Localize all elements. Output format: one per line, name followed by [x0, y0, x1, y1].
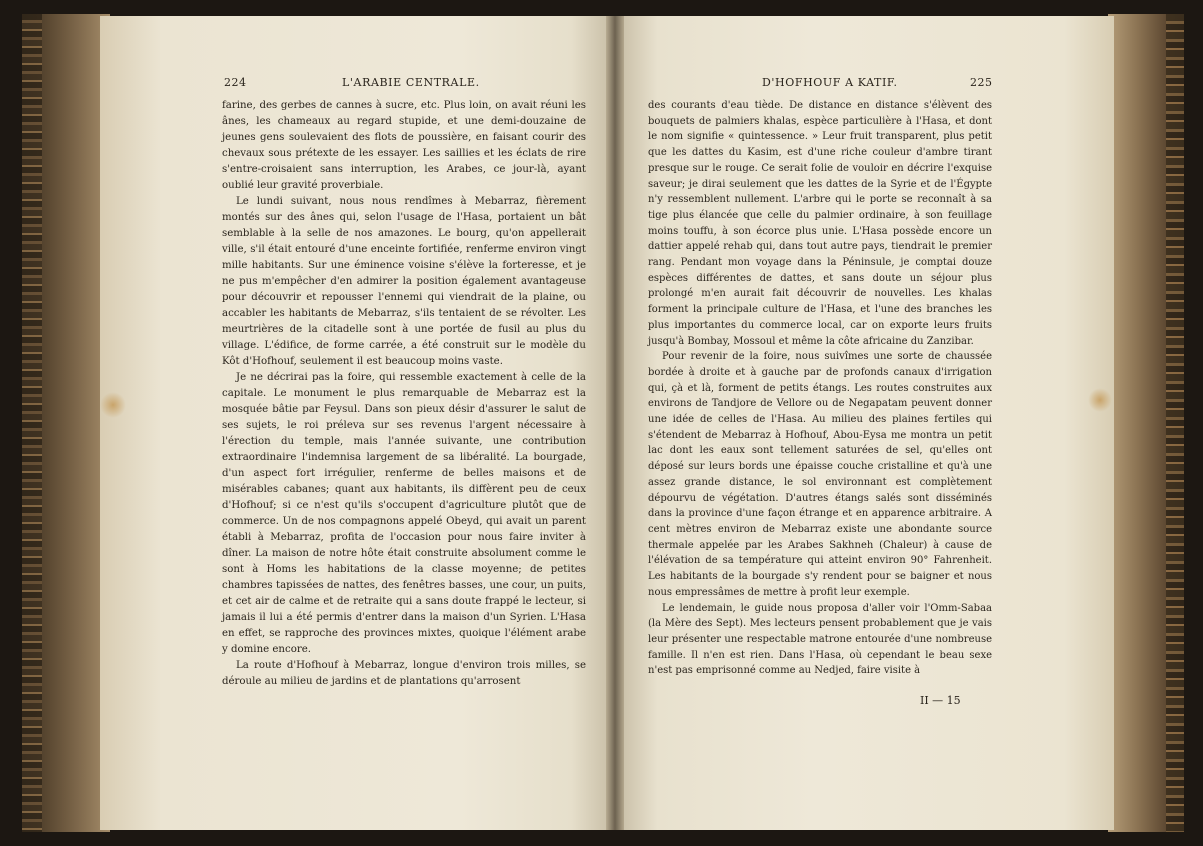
right-running-head: D'HOFHOUF A KATIF.: [762, 76, 898, 89]
book-gutter: [606, 16, 624, 830]
paragraph: Le lundi suivant, nous nous rendîmes à Mebarraz, fièrement montés sur des ânes qui, selon l'usage de l'Hasa, portaient un bât semblable à la selle de nos amazones. Le bourg, qu'on appellerait ville, s'il était entouré d'une enceinte fortifiée, renferme environ vingt mille habitants. Sur une éminence voisine s'élève la forteresse, et je ne pus m'empêcher d'en admirer la position également avantageuse pour découvrir et repousser l'ennemi qui viendrait de la plaine, ou accabler les habitants de Mebarraz, s'ils tentaient de se révolter. Les meurtrières de la citadelle sont à une portée de fusil au plus du village. L'édifice, de forme carrée, a été construit sur le modèle du Kôt d'Hofhouf, seulement il est beaucoup moins vaste.: [222, 196, 586, 367]
foxing-spot: [100, 392, 126, 418]
marbled-edge-left: [22, 14, 42, 832]
marbled-edge-right: [1166, 14, 1184, 832]
signature-mark: II — 15: [920, 694, 961, 707]
paragraph: des courants d'eau tiède. De distance en distance s'élèvent des bouquets de palmiers khalas, espèce particulière à l'Hasa, et dont le nom signifie « quintessence. » Leur fruit transparent, plus petit que les dattes du Kasim, est d'une riche couleur d'ambre tirant presque sur le rouge. Ce serait folie de vouloir en décrire l'exquise saveur; je dirai seulement que les dattes de la Syrie et de l'Égypte n'y ressemblent nullement. L'arbre qui le porte se reconnaît à sa tige plus élancée que celle du palmier ordinaire, à son feuillage moins touffu, à son écorce plus unie. L'Hasa possède encore un dattier appelé rehab qui, dans tout autre pays, tiendrait le premier rang. Pendant mon voyage dans la Péninsule, je comptai douze espèces différentes de dattes, et sans doute un séjour plus prolongé m'en aurait fait découvrir de nouvelles. Les khalas forment la principale culture de l'Hasa, et l'une des branches les plus importantes du commerce local, car on exporte leurs fruits jusqu'à Bombay, Mossoul et même la côte africaine du Zanzibar.: [648, 100, 992, 347]
right-page-text: [648, 98, 992, 679]
paragraph: farine, des gerbes de cannes à sucre, etc. Plus loin, on avait réuni les ânes, les chameaux au regard stupide, et une demi-douzaine de jeunes gens soulevaient des flots de poussière, en faisant courir des chevaux sous prétexte de les essayer. Les saillies et les éclats de rire s'entre-croisaient sans interruption, les Arabes, ce jour-là, ayant oublié leur gravité proverbiale.: [222, 100, 586, 191]
paragraph: La route d'Hofhouf à Mebarraz, longue d'environ trois milles, se déroule au milieu de jardins et de plantations qu'arrosent: [222, 660, 586, 687]
left-running-head: L'ARABIE CENTRALE.: [342, 76, 480, 89]
left-page-text: [222, 98, 586, 690]
paragraph: Pour revenir de la foire, nous suivîmes une sorte de chaussée bordée à droite et à gauche par de profonds canaux d'irrigation qui, çà et là, forment de petits étangs. Les routes construites aux environs de Tandjore de Vellore ou de Negapatam peuvent donner une idée de celles de l'Hasa. Au milieu des plaines fertiles qui s'étendent de Mebarraz à Hofhouf, Abou-Eysa me montra un petit lac dont les eaux sont tellement saturées de sel, qu'elles ont déposé sur leurs bords une épaisse couche cristalline et qu'à une assez grande distance, le sol environnant est complètement dépourvu de végétation. D'autres étangs salés sont disséminés dans la province d'une façon étrange et en apparence arbitraire. A cent mètres environ de Mebarraz existe une abondante source thermale appelée par les Arabes Sakhneh (Chaleur) à cause de l'élévation de sa température qui atteint environ 90° Fahrenheit. Les habitants de la bourgade s'y rendent pour se baigner et nous nous empressâmes de mettre à profit leur exemple.: [648, 351, 992, 598]
paragraph: Je ne décrirai pas la foire, qui ressemble exactement à celle de la capitale. Le monument le plus remarquable de Mebarraz est la mosquée bâtie par Feysul. Dans son pieux désir d'assurer le salut de ses sujets, le roi préleva sur ses revenus l'argent nécessaire à l'érection du temple, mais l'année suivante, une contribution extraordinaire l'indemnisa largement de sa libéralité. La bourgade, d'un aspect fort irrégulier, renferme de belles maisons et de misérables cabanes; quant aux habitants, ils diffèrent peu de ceux d'Hofhouf; si ce n'est qu'ils s'occupent d'agriculture plutôt que de commerce. Un de nos compagnons appelé Obeyd, qui avait un parent établi à Mebarraz, profita de l'occasion pour nous faire inviter à dîner. La maison de notre hôte était construite absolument comme le sont à Homs les habitations de la classe moyenne; de petites chambres tapissées de nattes, des fenêtres basses, une cour, un puits, et cet air de calme et de retraite qui a sans doute frappé le lecteur, si jamais il lui a été permis d'entrer dans la maison d'un Syrien. L'Hasa en effet, se rapproche des provinces mixtes, quoique l'élément arabe y domine encore.: [222, 372, 586, 655]
foxing-spot: [1088, 388, 1112, 412]
left-page-number: 224: [224, 76, 247, 89]
right-page-number: 225: [970, 76, 993, 89]
paragraph: Le lendemain, le guide nous proposa d'aller voir l'Omm-Sabaa (la Mère des Sept). Mes lecteurs pensent probablement que je vais leur présenter une respectable matrone entourée d'une nombreuse famille. Il n'en est rien. Dans l'Hasa, où cependant le beau sexe n'est pas emprisonné comme au Nedjed, faire visite à: [648, 602, 992, 677]
